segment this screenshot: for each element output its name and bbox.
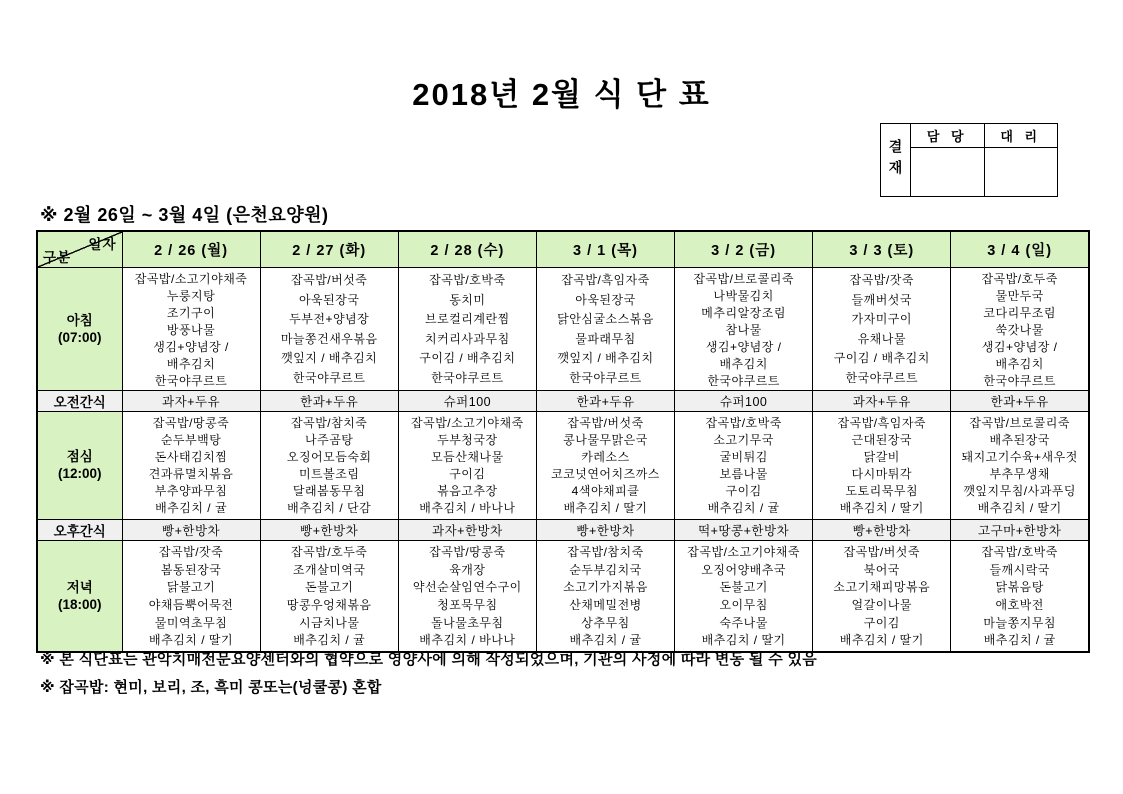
- row-label: 점심 (12:00): [37, 411, 122, 519]
- menu-item: 약선순살임연수구이: [412, 580, 522, 595]
- menu-item: 구이김: [725, 484, 762, 498]
- menu-cell-r4-c2: 빵+한방차: [260, 519, 398, 540]
- approval-box: [880, 123, 1058, 197]
- menu-item-list: [537, 270, 674, 387]
- menu-item: 시금치나물: [298, 615, 360, 630]
- menu-item: 잡곡밥/호박죽: [981, 545, 1058, 560]
- column-header-day-5: 3 / 2 (금): [675, 231, 813, 267]
- menu-item: 코다리무조림: [983, 306, 1056, 320]
- menu-item-list: [675, 270, 812, 387]
- menu-item: 두부전+양념장: [289, 312, 370, 327]
- menu-item: 배추김치 / 귤: [707, 501, 780, 515]
- note-line-2: ※ 잡곡밥: 현미, 보리, 조, 흑미 콩또는(넝쿨콩) 혼합: [40, 679, 382, 696]
- menu-item-list: [675, 414, 812, 516]
- menu-item: 잡곡밥/버섯죽: [843, 545, 920, 560]
- menu-item: 카레소스: [581, 450, 630, 464]
- menu-cell-r5-c2: [260, 540, 398, 652]
- approval-col-daeri-label: 대 리: [985, 124, 1058, 148]
- menu-item: 물만두국: [995, 289, 1044, 303]
- menu-item: 생김+양념장 /: [705, 340, 782, 354]
- menu-item: 배추김치: [995, 357, 1044, 371]
- menu-item: 배추김치 / 귤: [569, 633, 642, 648]
- menu-item: 물미역초무침: [154, 615, 228, 630]
- menu-item: 메추리알장조림: [701, 306, 786, 320]
- menu-item: 유채나물: [857, 331, 906, 346]
- menu-item: 깻잎지 / 배추김치: [281, 351, 378, 366]
- menu-item: 배추김치 / 딸기: [977, 501, 1062, 515]
- menu-item: 달래봄동무침: [292, 484, 366, 498]
- menu-item-list: [123, 543, 260, 649]
- menu-item-list: [813, 543, 950, 649]
- menu-item: 방풍나물: [166, 323, 216, 337]
- menu-item-list: [261, 270, 398, 387]
- menu-cell-r4-c4: 빵+한방차: [536, 519, 674, 540]
- menu-cell-r1-c2: [260, 267, 398, 390]
- menu-item: 잡곡밥/소고기야채죽: [687, 545, 800, 560]
- menu-item: 한국야쿠르트: [707, 374, 780, 388]
- menu-item-list: [951, 543, 1088, 649]
- menu-cell-r5-c4: [536, 540, 674, 652]
- menu-cell-r4-c1: 빵+한방차: [122, 519, 260, 540]
- menu-cell-r2-c7: 한과+두유: [951, 390, 1089, 411]
- menu-item: 두부청국장: [437, 433, 498, 447]
- menu-cell-r3-c5: [675, 411, 813, 519]
- menu-item: 동치미: [449, 292, 486, 307]
- menu-item: 소고기가지볶음: [563, 580, 648, 595]
- menu-cell-r3-c2: [260, 411, 398, 519]
- menu-cell-r4-c6: 빵+한방차: [813, 519, 951, 540]
- menu-item: 숙주나물: [719, 615, 768, 630]
- menu-item: 소고기채피망볶음: [833, 580, 931, 595]
- menu-item-list: [123, 414, 260, 516]
- menu-item-list: [813, 270, 950, 387]
- menu-item: 잡곡밥/참치죽: [291, 416, 368, 430]
- row-label: 오후간식: [37, 519, 122, 540]
- menu-item: 마늘쫑건새우볶음: [280, 331, 378, 346]
- menu-item: 쑥갓나물: [995, 323, 1044, 337]
- menu-cell-r3-c1: [122, 411, 260, 519]
- menu-item: 육개장: [449, 562, 486, 577]
- menu-item: 배추김치 / 바나나: [419, 501, 516, 515]
- menu-cell-r5-c1: [122, 540, 260, 652]
- menu-item-list: [261, 414, 398, 516]
- menu-item: 볶음고추장: [437, 484, 498, 498]
- menu-item: 잡곡밥/잣죽: [849, 273, 914, 288]
- corner-label-category: 구분: [43, 249, 72, 265]
- menu-item: 들깨버섯국: [851, 292, 912, 307]
- menu-item: 구이김: [863, 615, 900, 630]
- menu-item: 배추김치 / 딸기: [149, 633, 234, 648]
- menu-item: 잡곡밥/흑임자죽: [837, 416, 927, 430]
- menu-item: 한국야쿠르트: [845, 370, 919, 385]
- menu-item: 부추양파무침: [154, 484, 228, 498]
- menu-item: 잡곡밥/소고기야채죽: [411, 416, 524, 430]
- menu-cell-r3-c7: [951, 411, 1089, 519]
- menu-item: 배추김치: [166, 357, 216, 371]
- menu-item: 봄동된장국: [160, 562, 222, 577]
- menu-item: 잡곡밥/흑임자죽: [561, 273, 650, 288]
- menu-item: 콩나물무맑은국: [563, 433, 648, 447]
- menu-item: 닭갈비: [863, 450, 900, 464]
- menu-item: 오징어모듬숙회: [286, 450, 372, 464]
- menu-cell-r4-c7: 고구마+한방차: [951, 519, 1089, 540]
- row-label: 오전간식: [37, 390, 122, 411]
- menu-item: 생김+양념장 /: [981, 340, 1058, 354]
- menu-cell-r1-c6: [813, 267, 951, 390]
- menu-cell-r2-c1: 과자+두유: [122, 390, 260, 411]
- menu-item: 오이무침: [719, 598, 768, 613]
- date-range-subtitle: ※ 2월 26일 ~ 3월 4일 (은천요양원): [40, 205, 329, 225]
- menu-item: 아욱된장국: [298, 292, 360, 307]
- menu-cell-r1-c1: [122, 267, 260, 390]
- menu-cell-r5-c6: [813, 540, 951, 652]
- menu-item: 잡곡밥/땅콩죽: [152, 416, 230, 430]
- row-label: 저녁 (18:00): [37, 540, 122, 652]
- menu-cell-r3-c4: [536, 411, 674, 519]
- menu-item: 모듬산채나물: [431, 450, 504, 464]
- menu-item: 굴비튀김: [719, 450, 768, 464]
- table-row: [37, 390, 1089, 411]
- menu-item: 잡곡밥/잣죽: [158, 545, 224, 560]
- menu-item-list: [261, 543, 398, 649]
- menu-cell-r3-c6: [813, 411, 951, 519]
- menu-item: 근대된장국: [851, 433, 912, 447]
- menu-item: 마늘쫑지무침: [983, 615, 1056, 630]
- table-row: [37, 411, 1089, 519]
- menu-cell-r5-c7: [951, 540, 1089, 652]
- menu-item: 생김+양념장 /: [153, 340, 229, 354]
- menu-item: 배추김치 / 귤: [983, 633, 1056, 648]
- menu-item: 구이김 / 배추김치: [419, 351, 516, 366]
- menu-item: 잡곡밥/호박죽: [705, 416, 782, 430]
- menu-item: 배추김치 / 단감: [287, 501, 372, 515]
- menu-item: 배추김치 / 귤: [293, 633, 366, 648]
- menu-cell-r3-c3: [398, 411, 536, 519]
- menu-item: 돈불고기: [719, 580, 768, 595]
- approval-col-daeri: [984, 124, 1058, 196]
- menu-item: 들깨시락국: [989, 562, 1050, 577]
- menu-item: 땅콩우엉채볶음: [286, 598, 372, 613]
- menu-item: 순두부김치국: [569, 562, 642, 577]
- menu-item: 도토리묵무침: [845, 484, 919, 498]
- menu-item: 산채메밀전병: [569, 598, 642, 613]
- menu-item: 누룽지탕: [166, 289, 216, 303]
- table-row: [37, 540, 1089, 652]
- menu-item: 잡곡밥/호박죽: [429, 273, 506, 288]
- menu-item: 배추김치: [719, 357, 768, 371]
- menu-item-list: [399, 270, 536, 387]
- menu-item: 가자미구이: [851, 312, 912, 327]
- page-title: 2018년 2월 식 단 표: [412, 76, 711, 112]
- menu-item: 코코넛연어치즈까스: [551, 467, 660, 481]
- column-header-day-1: 2 / 26 (월): [122, 231, 260, 267]
- column-header-day-3: 2 / 28 (수): [398, 231, 536, 267]
- menu-item: 한국야쿠르트: [983, 374, 1056, 388]
- menu-item: 돈사태김치찜: [154, 450, 228, 464]
- menu-item: 배추김치 / 딸기: [563, 501, 648, 515]
- menu-cell-r1-c5: [675, 267, 813, 390]
- menu-item: 미트볼조림: [298, 467, 360, 481]
- menu-item: 물파래무침: [575, 331, 636, 346]
- menu-cell-r2-c2: 한과+두유: [260, 390, 398, 411]
- menu-item-list: [951, 414, 1088, 516]
- menu-item: 한국야쿠르트: [292, 370, 366, 385]
- menu-item: 보름나물: [719, 467, 768, 481]
- menu-cell-r2-c6: 과자+두유: [813, 390, 951, 411]
- menu-item: 배추김치 / 딸기: [839, 501, 924, 515]
- menu-item: 구이김 / 배추김치: [833, 351, 930, 366]
- row-label: 아침 (07:00): [37, 267, 122, 390]
- corner-cell: [37, 231, 122, 267]
- menu-item: 닭안심굴소스볶음: [557, 312, 654, 327]
- approval-col-damdang-signature-area: [911, 148, 984, 196]
- menu-item: 순두부백탕: [160, 433, 222, 447]
- menu-cell-r4-c3: 과자+한방차: [398, 519, 536, 540]
- menu-item: 잡곡밥/호두죽: [981, 272, 1058, 286]
- table-row: [37, 519, 1089, 540]
- note-line-1: ※ 본 식단표는 관악치매전문요양센터와의 협약으로 영양사에 의해 작성되었으며, 기관의 사정에 따라 변동 될 수 있음: [40, 651, 818, 668]
- menu-item: 얼갈이나물: [851, 598, 912, 613]
- menu-item: 북어국: [863, 562, 900, 577]
- approval-col-damdang-label: 담 당: [911, 124, 984, 148]
- menu-item-list: [399, 414, 536, 516]
- menu-item: 닭불고기: [166, 580, 216, 595]
- menu-item: 배추된장국: [989, 433, 1050, 447]
- menu-item: 배추김치 / 바나나: [419, 633, 516, 648]
- footer-notes: [40, 648, 817, 704]
- menu-item-list: [123, 270, 260, 387]
- menu-item: 한국야쿠르트: [569, 370, 642, 385]
- corner-label-date: 일자: [88, 237, 117, 252]
- menu-item: 잡곡밥/버섯죽: [291, 273, 368, 288]
- menu-item-list: [951, 270, 1088, 387]
- approval-col-damdang: [911, 124, 984, 196]
- menu-cell-r2-c4: 한과+두유: [536, 390, 674, 411]
- menu-table: [36, 230, 1090, 653]
- menu-cell-r5-c5: [675, 540, 813, 652]
- menu-item: 다시마튀각: [851, 467, 912, 481]
- menu-item: 한국야쿠르트: [154, 374, 228, 388]
- menu-item: 조기구이: [166, 306, 216, 320]
- menu-item: 소고기무국: [713, 433, 774, 447]
- menu-item: 돈불고기: [305, 580, 354, 595]
- menu-item-list: [399, 543, 536, 649]
- menu-item: 구이김: [449, 467, 486, 481]
- menu-item-list: [813, 414, 950, 516]
- menu-item: 잡곡밥/브로콜리죽: [693, 272, 794, 286]
- menu-item: 견과류멸치볶음: [148, 467, 234, 481]
- menu-item: 참나물: [725, 323, 762, 337]
- menu-item: 오징어양배추국: [701, 562, 786, 577]
- menu-item: 한국야쿠르트: [431, 370, 504, 385]
- column-header-day-4: 3 / 1 (목): [536, 231, 674, 267]
- menu-item: 배추김치 / 딸기: [839, 633, 924, 648]
- menu-item: 잡곡밥/호두죽: [291, 545, 368, 560]
- menu-item: 돌나물초무침: [431, 615, 504, 630]
- menu-item: 잡곡밥/브로콜리죽: [969, 416, 1070, 430]
- menu-item: 잡곡밥/땅콩죽: [429, 545, 506, 560]
- menu-item: 부추무생채: [989, 467, 1050, 481]
- menu-cell-r1-c4: [536, 267, 674, 390]
- approval-col-daeri-signature-area: [985, 148, 1058, 196]
- menu-item: 잡곡밥/소고기야채죽: [134, 272, 248, 286]
- menu-item: 돼지고기수육+새우젓: [961, 450, 1078, 464]
- menu-item: 배추김치 / 딸기: [701, 633, 786, 648]
- menu-cell-r4-c5: 떡+땅콩+한방차: [675, 519, 813, 540]
- menu-item: 청포묵무침: [437, 598, 498, 613]
- menu-cell-r1-c3: [398, 267, 536, 390]
- menu-cell-r2-c3: 슈퍼100: [398, 390, 536, 411]
- menu-item: 4색야채피클: [571, 484, 640, 498]
- menu-item-list: [675, 543, 812, 649]
- menu-item: 잡곡밥/버섯죽: [567, 416, 644, 430]
- menu-item: 나주곰탕: [305, 433, 354, 447]
- menu-cell-r2-c5: 슈퍼100: [675, 390, 813, 411]
- menu-item: 나박물김치: [713, 289, 774, 303]
- column-header-day-6: 3 / 3 (토): [813, 231, 951, 267]
- column-header-day-7: 3 / 4 (일): [951, 231, 1089, 267]
- menu-item: 아욱된장국: [575, 292, 636, 307]
- menu-item: 배추김치 / 귤: [155, 501, 228, 515]
- menu-item: 상추무침: [581, 615, 630, 630]
- menu-item: 야채듬뿍어묵전: [148, 598, 234, 613]
- menu-item: 깻잎지 / 배추김치: [557, 351, 654, 366]
- menu-cell-r5-c3: [398, 540, 536, 652]
- menu-item: 조개살미역국: [292, 562, 366, 577]
- menu-cell-r1-c7: [951, 267, 1089, 390]
- menu-item: 깻잎지무침/사과푸딩: [963, 484, 1076, 498]
- approval-stamp-label: 결재: [881, 124, 911, 196]
- menu-item: 잡곡밥/참치죽: [567, 545, 644, 560]
- table-row: [37, 267, 1089, 390]
- menu-item: 애호박전: [995, 598, 1044, 613]
- menu-item: 브로컬리계란찜: [425, 312, 510, 327]
- menu-item: 닭볶음탕: [995, 580, 1044, 595]
- menu-item-list: [537, 414, 674, 516]
- column-header-day-2: 2 / 27 (화): [260, 231, 398, 267]
- menu-item: 치커리사과무침: [425, 331, 510, 346]
- approval-columns: [911, 124, 1057, 196]
- menu-item-list: [537, 543, 674, 649]
